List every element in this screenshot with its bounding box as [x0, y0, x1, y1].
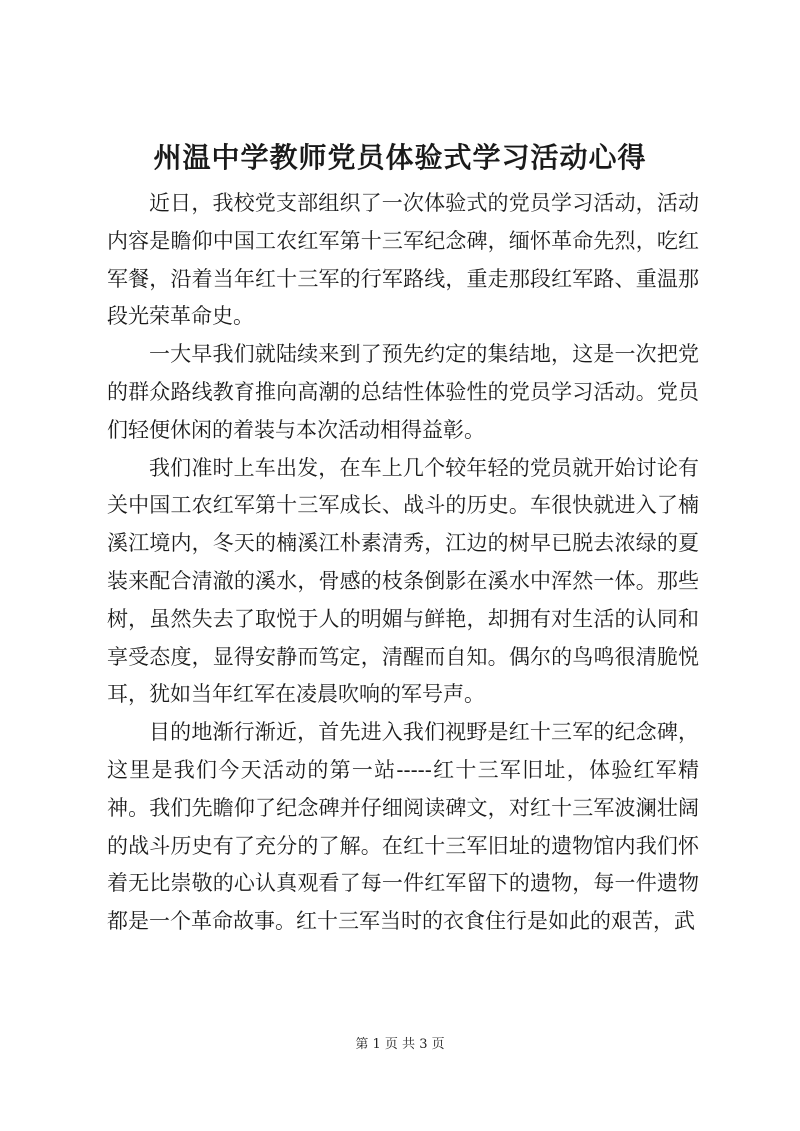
paragraph-2: 一大早我们就陆续来到了预先约定的集结地，这是一次把党的群众路线教育推向高潮的总结性体验性的党员学习活动。党员们轻便休闲的着装与本次活动相得益彰。 — [107, 342, 699, 442]
paragraph-3: 我们准时上车出发，在车上几个较年轻的党员就开始讨论有关中国工农红军第十三军成长、战斗的历史。车很快就进入了楠溪江境内，冬天的楠溪江朴素清秀，江边的树早已脱去浓绿的夏装来配合清澈的溪水，骨感的枝条倒影在溪水中浑然一体。那些树，虽然失去了取悦于人的明媚与鲜艳，却拥有对生活的认同和享受态度，显得安静而笃定，清醒而自知。偶尔的鸟鸣很清脆悦耳，犹如当年红军在凌晨吹响的军号声。 — [107, 455, 699, 707]
document-title: 州温中学教师党员体验式学习活动心得 — [153, 141, 647, 174]
paragraph-1: 近日，我校党支部组织了一次体验式的党员学习活动，活动内容是瞻仰中国工农红军第十三军纪念碑，缅怀革命先烈，吃红军餐，沿着当年红十三军的行军路线，重走那段红军路、重温那段光荣革命史。 — [107, 191, 699, 329]
document-body — [107, 185, 699, 941]
paragraph-4: 目的地渐行渐近，首先进入我们视野是红十三军的纪念碑，这里是我们今天活动的第一站-----红十三军旧址，体验红军精神。我们先瞻仰了纪念碑并仔细阅读碑文，对红十三军波澜壮阔的战斗历史有了充分的了解。在红十三军旧址的遗物馆内我们怀着无比崇敬的心认真观看了每一件红军留下的遗物，每一件遗物都是一个革命故事。红十三军当时的衣食住行是如此的艰苦，武 — [107, 720, 699, 934]
page-footer: 第 1 页 共 3 页 — [355, 1037, 445, 1052]
